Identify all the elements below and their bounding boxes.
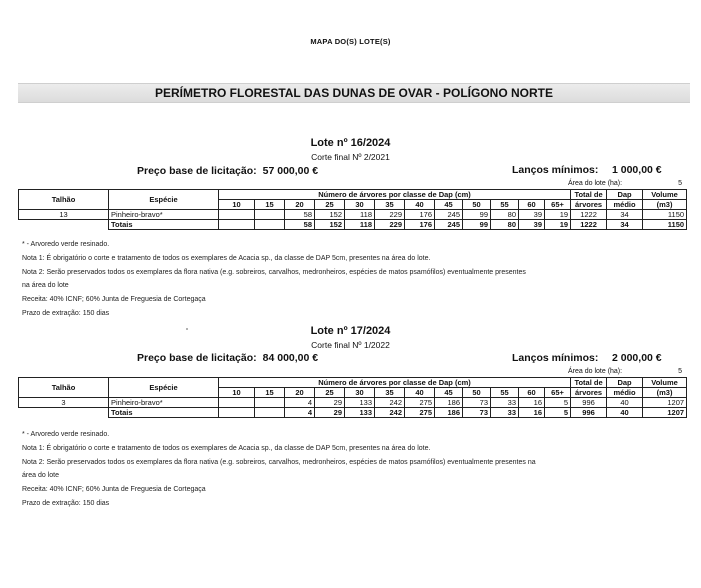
- lote-title: Lote nº 16/2024: [310, 137, 391, 149]
- col-class: 65+: [545, 388, 571, 398]
- col-total-2: árvores: [571, 200, 607, 210]
- cell-count: 152: [315, 220, 345, 230]
- note-line: Receita: 40% ICNF; 60% Junta de Freguesia de Cortegaça: [22, 486, 206, 494]
- col-especie: Espécie: [109, 378, 219, 398]
- cell-count: 152: [315, 210, 345, 220]
- cell-total: 1222: [571, 210, 607, 220]
- col-volume-2: (m3): [643, 388, 687, 398]
- cell-total: 1222: [571, 220, 607, 230]
- area-lote: [568, 180, 684, 187]
- cell-count: [219, 408, 255, 418]
- col-class: 15: [255, 388, 285, 398]
- col-total: Total de: [571, 378, 607, 388]
- lancos-value: 1 000,00 €: [612, 164, 662, 176]
- cell-count: 186: [435, 398, 463, 408]
- col-dap-2: médio: [607, 388, 643, 398]
- note-line: na área do lote: [22, 282, 69, 290]
- lote-table: [18, 377, 687, 418]
- cell-count: 16: [519, 408, 545, 418]
- cell-count: 16: [519, 398, 545, 408]
- cell-count: 19: [545, 210, 571, 220]
- cell-totais-label: Totais: [109, 220, 219, 230]
- lote-notes: [22, 428, 536, 511]
- cell-count: 58: [285, 220, 315, 230]
- cell-volume: 1207: [643, 408, 687, 418]
- preco-base: [137, 165, 324, 177]
- cell-dap: 34: [607, 210, 643, 220]
- col-class: 50: [463, 388, 491, 398]
- cell-talhao: 3: [19, 398, 109, 408]
- area-lote: [568, 368, 684, 375]
- cell-count: [255, 398, 285, 408]
- col-talhao: Talhão: [19, 190, 109, 210]
- col-volume: Volume: [643, 378, 687, 388]
- preco-value: 84 000,00 €: [262, 352, 319, 364]
- cell-count: 242: [375, 408, 405, 418]
- cell-count: 39: [519, 220, 545, 230]
- cell-count: 73: [463, 398, 491, 408]
- page-title: MAPA DO(S) LOTE(S): [310, 37, 391, 46]
- cell-count: 80: [491, 210, 519, 220]
- note-line: Prazo de extração: 150 dias: [22, 309, 110, 317]
- totals-row: [19, 220, 687, 230]
- section-banner: [18, 83, 690, 103]
- cell-count: 4: [285, 408, 315, 418]
- lancos-minimos: [512, 164, 662, 176]
- lancos-label: Lanços mínimos:: [512, 164, 599, 176]
- col-group-dap: Número de árvores por classe de Dap (cm): [219, 190, 571, 200]
- cell-volume: 1150: [643, 210, 687, 220]
- cell-count: [255, 408, 285, 418]
- col-total: Total de: [571, 190, 607, 200]
- table-row: [19, 398, 687, 408]
- cell-count: 133: [345, 408, 375, 418]
- col-volume: Volume: [643, 190, 687, 200]
- cell-count: 5: [545, 398, 571, 408]
- note-line: Nota 2: Serão preservados todos os exemplares da flora nativa (e.g. sobreiros, carvalhos, medronheiros, espécies de matos psamófilos) eventualmente presentes: [22, 268, 526, 276]
- col-talhao: Talhão: [19, 378, 109, 398]
- col-volume-2: (m3): [643, 200, 687, 210]
- note-line: Nota 1: É obrigatório o corte e tratamento de todos os exemplares de Acacia sp., da classe de DAP 5cm, presentes na área do lote.: [22, 444, 431, 452]
- area-value: 5: [678, 368, 682, 375]
- preco-value: 57 000,00 €: [262, 165, 319, 177]
- cell-count: 229: [375, 210, 405, 220]
- note-line: Nota 2: Serão preservados todos os exemplares da flora nativa (e.g. sobreiros, carvalhos, medronheiros, espécies de matos psamófilos) eventualmente presentes na: [22, 458, 536, 466]
- cell-count: 133: [345, 398, 375, 408]
- cell-count: 29: [315, 398, 345, 408]
- col-class: 45: [435, 388, 463, 398]
- col-class: 30: [345, 388, 375, 398]
- cell-count: 29: [315, 408, 345, 418]
- banner-title: PERÍMETRO FLORESTAL DAS DUNAS DE OVAR - POLÍGONO NORTE: [154, 86, 553, 100]
- lancos-label: Lanços mínimos:: [512, 352, 599, 364]
- cell-count: 5: [545, 408, 571, 418]
- cell-volume: 1207: [643, 398, 687, 408]
- cell-talhao: 13: [19, 210, 109, 220]
- area-label: Área do lote (ha):: [568, 180, 623, 187]
- col-class: 55: [491, 388, 519, 398]
- preco-label: Preço base de licitação:: [137, 352, 257, 364]
- cell-count: 99: [463, 220, 491, 230]
- col-class: 40: [405, 200, 435, 210]
- col-total-2: árvores: [571, 388, 607, 398]
- cell-volume: 1150: [643, 220, 687, 230]
- cell-count: 245: [435, 220, 463, 230]
- cell-count: 58: [285, 210, 315, 220]
- cell-count: [219, 210, 255, 220]
- col-dap: Dap: [607, 378, 643, 388]
- cell-count: 242: [375, 398, 405, 408]
- cell-count: 176: [405, 210, 435, 220]
- note-line: * - Arvoredo verde resinado.: [22, 241, 110, 248]
- cell-count: 186: [435, 408, 463, 418]
- area-label: Área do lote (ha):: [568, 368, 623, 375]
- corte-final: Corte final Nº 1/2022: [311, 340, 390, 350]
- cell-count: [255, 210, 285, 220]
- preco-label: Preço base de licitação:: [137, 165, 257, 177]
- cell-count: 73: [463, 408, 491, 418]
- note-line: Receita: 40% ICNF; 60% Junta de Freguesia de Cortegaça: [22, 296, 206, 304]
- cell-count: 99: [463, 210, 491, 220]
- table-row: [19, 210, 687, 220]
- cell-count: 275: [405, 398, 435, 408]
- cell-totais-label: Totais: [109, 408, 219, 418]
- preco-base: [137, 352, 324, 364]
- col-group-dap: Número de árvores por classe de Dap (cm): [219, 378, 571, 388]
- corte-final: Corte final Nº 2/2021: [311, 152, 390, 162]
- col-dap-2: médio: [607, 200, 643, 210]
- col-class: 50: [463, 200, 491, 210]
- col-class: 15: [255, 200, 285, 210]
- col-class: 25: [315, 200, 345, 210]
- col-class: 25: [315, 388, 345, 398]
- col-class: 30: [345, 200, 375, 210]
- cell-count: 33: [491, 398, 519, 408]
- note-line: área do lote: [22, 472, 59, 480]
- col-class: 20: [285, 200, 315, 210]
- cell-count: [219, 220, 255, 230]
- col-class: 20: [285, 388, 315, 398]
- cell-count: [255, 220, 285, 230]
- col-class: 45: [435, 200, 463, 210]
- cell-total: 996: [571, 408, 607, 418]
- area-value: 5: [678, 180, 682, 187]
- cell-count: 33: [491, 408, 519, 418]
- cell-dap: 34: [607, 220, 643, 230]
- lancos-value: 2 000,00 €: [612, 352, 662, 364]
- lote-notes: [22, 238, 526, 321]
- col-class: 65+: [545, 200, 571, 210]
- cell-count: 229: [375, 220, 405, 230]
- cell-dap: 40: [607, 408, 643, 418]
- cell-count: 19: [545, 220, 571, 230]
- col-class: 55: [491, 200, 519, 210]
- lote-table: [18, 189, 687, 230]
- cell-count: 118: [345, 220, 375, 230]
- totals-row: [19, 408, 687, 418]
- cell-empty: [19, 408, 109, 418]
- col-class: 40: [405, 388, 435, 398]
- cell-count: 245: [435, 210, 463, 220]
- cell-count: 176: [405, 220, 435, 230]
- cell-empty: [19, 220, 109, 230]
- cell-especie: Pinheiro-bravo*: [109, 398, 219, 408]
- note-line: * - Arvoredo verde resinado.: [22, 431, 110, 438]
- cell-count: 39: [519, 210, 545, 220]
- cell-total: 996: [571, 398, 607, 408]
- col-especie: Espécie: [109, 190, 219, 210]
- lote-title: Lote nº 17/2024: [310, 325, 391, 337]
- col-class: 35: [375, 388, 405, 398]
- col-class: 60: [519, 388, 545, 398]
- col-class: 10: [219, 388, 255, 398]
- cell-especie: Pinheiro-bravo*: [109, 210, 219, 220]
- note-line: Nota 1: É obrigatório o corte e tratamento de todos os exemplares de Acacia sp., da classe de DAP 5cm, presentes na área do lote.: [22, 254, 431, 262]
- cell-count: 80: [491, 220, 519, 230]
- cell-count: 4: [285, 398, 315, 408]
- col-class: 60: [519, 200, 545, 210]
- col-dap: Dap: [607, 190, 643, 200]
- cell-count: 118: [345, 210, 375, 220]
- note-line: Prazo de extração: 150 dias: [22, 499, 110, 507]
- lancos-minimos: [512, 352, 662, 364]
- cell-count: 275: [405, 408, 435, 418]
- cell-count: [219, 398, 255, 408]
- col-class: 35: [375, 200, 405, 210]
- col-class: 10: [219, 200, 255, 210]
- cell-dap: 40: [607, 398, 643, 408]
